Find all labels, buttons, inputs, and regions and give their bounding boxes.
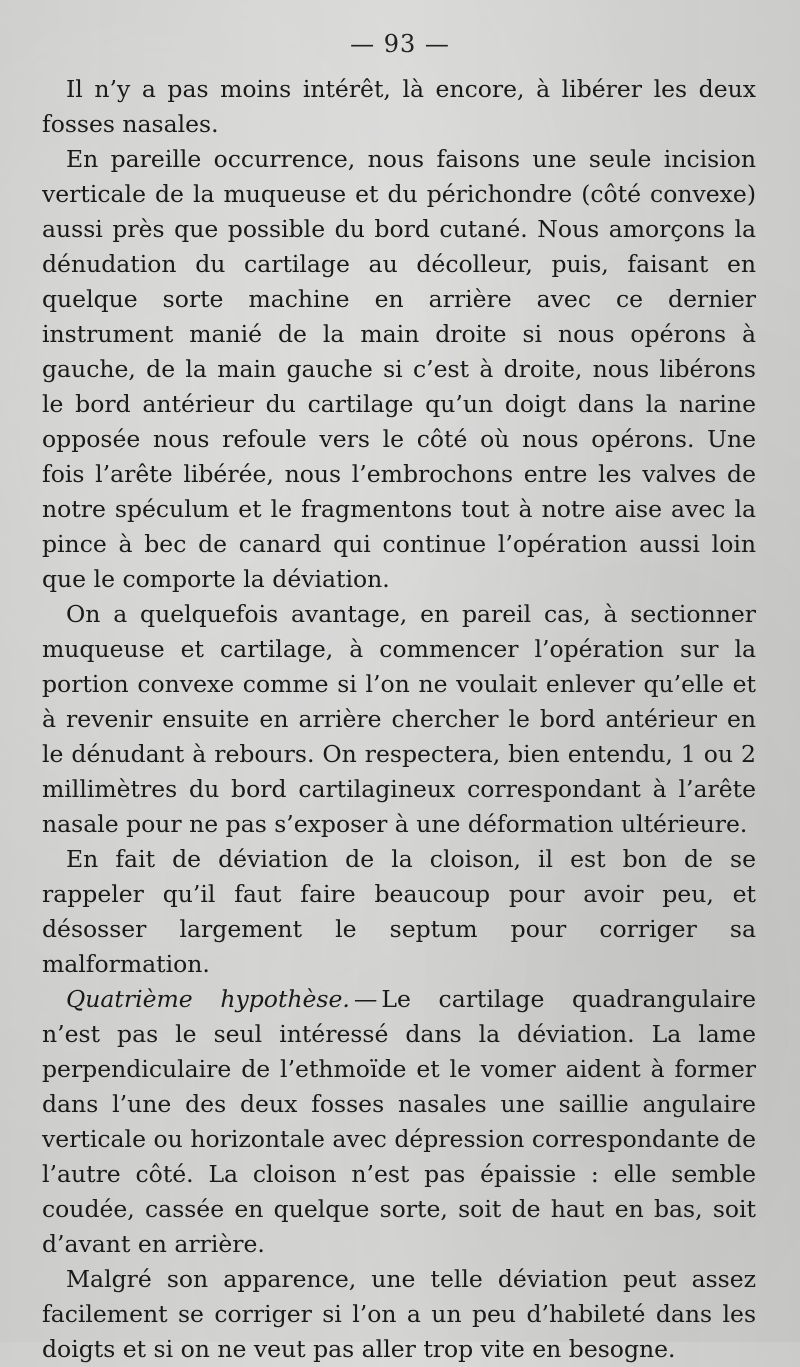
- page-number: — 93 —: [350, 30, 450, 58]
- hypothesis-dash: —: [353, 985, 378, 1013]
- body-text: [42, 72, 756, 1367]
- hypothesis-heading: Quatrième hypothèse.: [66, 985, 350, 1013]
- paragraph-4: En fait de déviation de la cloison, il est bon de se rappeler qu’il faut faire beaucoup pour avoir peu, et désosser largement le septum pour corriger sa malformation.: [42, 845, 756, 978]
- paragraph-3: On a quelquefois avantage, en pareil cas, à sectionner muqueuse et cartilage, à commencer l’opération sur la portion convexe comme si l’on ne voulait enlever qu’elle et à revenir ensuite en arrière chercher le bord antérieur en le dénudant à rebours. On respectera, bien entendu, 1 ou 2 millimètres du bord cartilagineux correspondant à l’arête nasale pour ne pas s’exposer à une déformation ultérieure.: [42, 600, 756, 838]
- hypothesis-text: Le cartilage quadrangulaire n’est pas le seul intéressé dans la déviation. La lame perpendiculaire de l’ethmoïde et le vomer aident à former dans l’une des deux fosses nasales une saillie angulaire verticale ou horizontale avec dépression correspondante de l’autre côté. La cloison n’est pas épaissie : elle semble coudée, cassée en quelque sorte, soit de haut en bas, soit d’avant en arrière.: [42, 985, 756, 1258]
- paragraph-final: Malgré son apparence, une telle déviation peut assez facilement se corriger si l’on a un peu d’habileté dans les doigts et si on ne veut pas aller trop vite en besogne.: [42, 1265, 756, 1363]
- paragraph-1: Il n’y a pas moins intérêt, là encore, à libérer les deux fosses nasales.: [42, 75, 756, 138]
- paragraph-hypothesis: [42, 982, 756, 1262]
- paragraph-2: En pareille occurrence, nous faisons une seule incision verticale de la muqueuse et du périchondre (côté convexe) aussi près que possible du bord cutané. Nous amorçons la dénudation du cartilage au décolleur, puis, faisant en quelque sorte machine en arrière avec ce dernier instrument manié de la main droite si nous opérons à gauche, de la main gauche si c’est à droite, nous libérons le bord antérieur du cartilage qu’un doigt dans la narine opposée nous refoule vers le côté où nous opérons. Une fois l’arête libérée, nous l’embrochons entre les valves de notre spéculum et le fragmentons tout à notre aise avec la pince à bec de canard qui continue l’opération aussi loin que le comporte la déviation.: [42, 145, 756, 593]
